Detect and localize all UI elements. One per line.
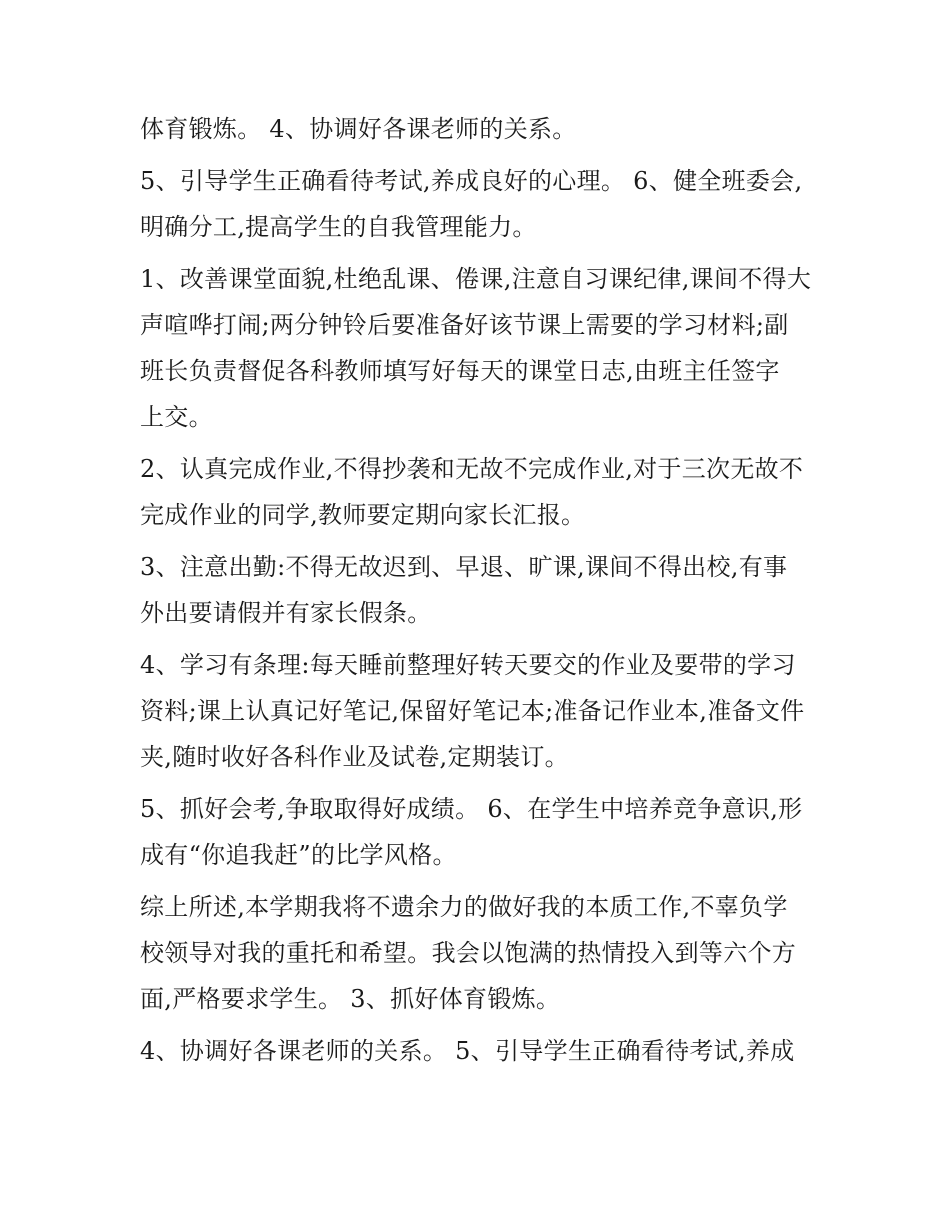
text-line: 1、改善课堂面貌,杜绝乱课、倦课,注意自习课纪律,课间不得大 [140,265,812,293]
paragraph [140,544,830,636]
paragraph [140,884,830,1022]
text-line: 成有“你追我赶”的比学风格。 [140,841,457,869]
text-line: 夹,随时收好各科作业及试卷,定期装订。 [140,743,569,771]
text-line: 体育锻炼。 4、协调好各课老师的关系。 [140,115,577,143]
text-line: 3、注意出勤:不得无故迟到、早退、旷课,课间不得出校,有事 [140,553,788,581]
text-line: 班长负责督促各科教师填写好每天的课堂日志,由班主任签字 [140,357,780,385]
text-line: 外出要请假并有家长假条。 [140,599,432,627]
text-line: 声喧哗打闹;两分钟铃后要准备好该节课上需要的学习材料;副 [140,311,789,339]
text-line: 5、引导学生正确看待考试,养成良好的心理。 6、健全班委会, [140,167,803,195]
text-line: 校领导对我的重托和希望。我会以饱满的热情投入到等六个方 [140,939,797,967]
document-body [140,106,830,1080]
paragraph [140,106,830,152]
text-line: 4、学习有条理:每天睡前整理好转天要交的作业及要带的学习 [140,651,796,679]
paragraph [140,158,830,250]
text-line: 5、抓好会考,争取取得好成绩。 6、在学生中培养竞争意识,形 [140,795,803,823]
text-line: 综上所述,本学期我将不遗余力的做好我的本质工作,不辜负学 [140,893,788,921]
text-line: 完成作业的同学,教师要定期向家长汇报。 [140,501,586,529]
text-line: 4、协调好各课老师的关系。 5、引导学生正确看待考试,养成 [140,1037,795,1065]
text-line: 2、认真完成作业,不得抄袭和无故不完成作业,对于三次无故不 [140,455,804,483]
paragraph [140,446,830,538]
paragraph [140,1028,830,1074]
text-line: 资料;课上认真记好笔记,保留好笔记本;准备记作业本,准备文件 [140,697,805,725]
paragraph [140,256,830,440]
text-line: 明确分工,提高学生的自我管理能力。 [140,213,537,241]
text-line: 上交。 [140,403,213,431]
paragraph [140,786,830,878]
text-line: 面,严格要求学生。 3、抓好体育锻炼。 [140,985,561,1013]
paragraph [140,642,830,780]
